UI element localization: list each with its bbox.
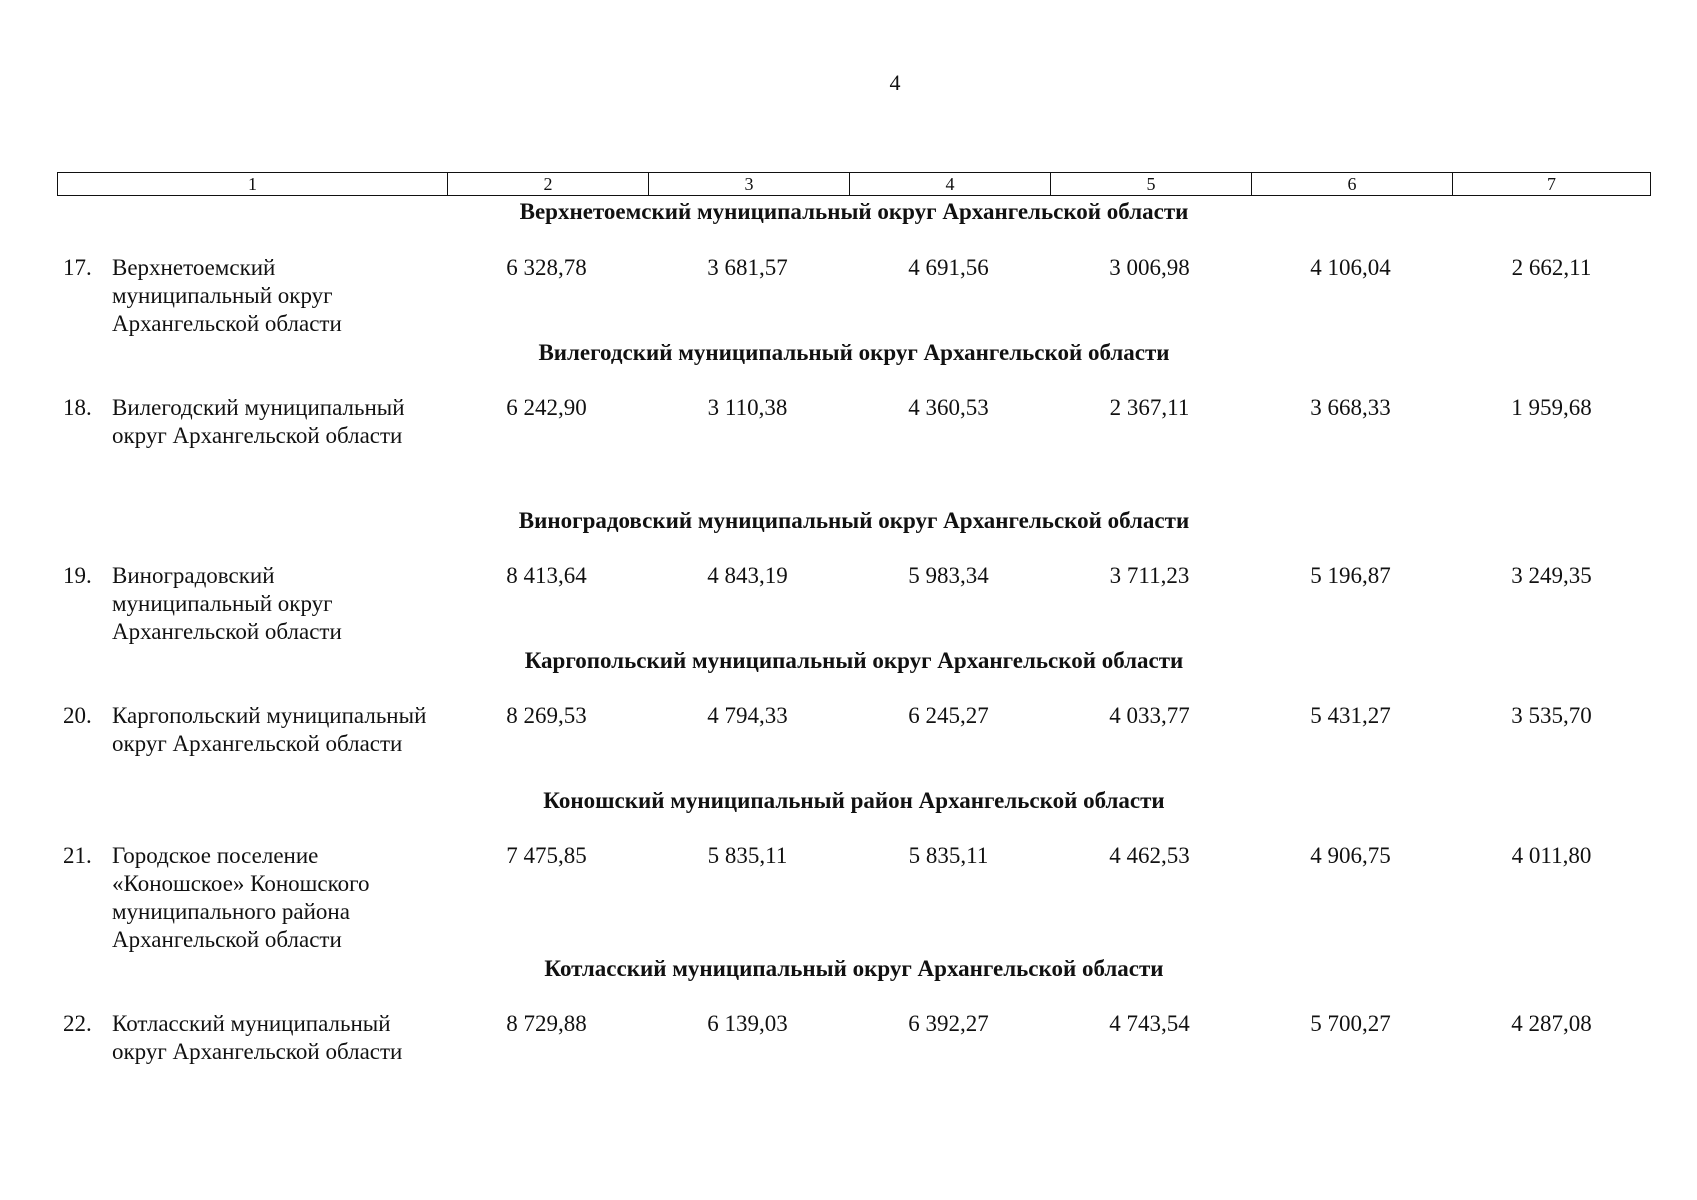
row-value-col3: 4 794,33 xyxy=(707,703,788,728)
group-heading: Каргопольский муниципальный округ Архангельской области xyxy=(524,648,1184,673)
column-number-4: 4 xyxy=(849,173,1050,195)
row-value-col2: 8 269,53 xyxy=(506,703,587,728)
column-number-3: 3 xyxy=(648,173,849,195)
group-heading: Коношский муниципальный район Архангельской области xyxy=(543,788,1165,813)
row-value-col3: 4 843,19 xyxy=(707,563,788,588)
row-value-col6: 4 906,75 xyxy=(1310,843,1391,868)
row-number: 21. xyxy=(63,843,92,868)
row-value-col2: 7 475,85 xyxy=(506,843,587,868)
row-value-col7: 3 249,35 xyxy=(1511,563,1592,588)
row-value-col7: 4 011,80 xyxy=(1511,843,1592,868)
row-value-col2: 8 729,88 xyxy=(506,1011,587,1036)
row-value-col7: 3 535,70 xyxy=(1511,703,1592,728)
row-value-col3: 6 139,03 xyxy=(707,1011,788,1036)
row-name: Вилегодский муниципальный округ Архангельской области xyxy=(112,395,405,448)
group-heading: Верхнетоемский муниципальный округ Архангельской области xyxy=(519,199,1189,224)
group-heading: Вилегодский муниципальный округ Архангельской области xyxy=(538,340,1170,365)
row-value-col4: 5 983,34 xyxy=(908,563,989,588)
row-value-col4: 6 392,27 xyxy=(908,1011,989,1036)
row-value-col4: 4 691,56 xyxy=(908,255,989,280)
row-value-col5: 4 743,54 xyxy=(1109,1011,1190,1036)
table-header-row xyxy=(57,172,1651,196)
row-number: 17. xyxy=(63,255,92,280)
row-name: Городское поселение «Коношское» Коношского муниципального района Архангельской области xyxy=(112,843,370,952)
page-number: 4 xyxy=(889,70,901,95)
row-value-col3: 3 681,57 xyxy=(707,255,788,280)
row-value-col5: 4 462,53 xyxy=(1109,843,1190,868)
row-value-col5: 4 033,77 xyxy=(1109,703,1190,728)
row-value-col5: 3 711,23 xyxy=(1109,563,1190,588)
group-heading: Котласский муниципальный округ Архангельской области xyxy=(544,956,1164,981)
row-value-col5: 2 367,11 xyxy=(1109,395,1190,420)
row-value-col6: 5 431,27 xyxy=(1310,703,1391,728)
column-number-6: 6 xyxy=(1251,173,1452,195)
row-number: 18. xyxy=(63,395,92,420)
row-number: 20. xyxy=(63,703,92,728)
row-value-col7: 1 959,68 xyxy=(1511,395,1592,420)
row-value-col4: 4 360,53 xyxy=(908,395,989,420)
row-value-col4: 6 245,27 xyxy=(908,703,989,728)
row-number: 19. xyxy=(63,563,92,588)
row-name: Виноградовский муниципальный округ Архангельской области xyxy=(112,563,342,644)
row-value-col2: 6 328,78 xyxy=(506,255,587,280)
row-value-col5: 3 006,98 xyxy=(1109,255,1190,280)
row-value-col6: 3 668,33 xyxy=(1310,395,1391,420)
column-number-7: 7 xyxy=(1452,173,1650,195)
row-value-col7: 2 662,11 xyxy=(1511,255,1592,280)
column-number-1: 1 xyxy=(248,174,257,194)
column-number-2: 2 xyxy=(447,173,648,195)
row-value-col3: 5 835,11 xyxy=(707,843,788,868)
row-value-col2: 8 413,64 xyxy=(506,563,587,588)
group-heading: Виноградовский муниципальный округ Архангельской области xyxy=(518,508,1190,533)
row-name: Верхнетоемский муниципальный округ Архангельской области xyxy=(112,255,342,336)
row-value-col2: 6 242,90 xyxy=(506,395,587,420)
row-value-col6: 5 196,87 xyxy=(1310,563,1391,588)
row-name: Котласский муниципальный округ Архангельской области xyxy=(112,1011,403,1064)
column-number-5: 5 xyxy=(1050,173,1251,195)
row-value-col3: 3 110,38 xyxy=(707,395,788,420)
row-value-col4: 5 835,11 xyxy=(908,843,989,868)
row-value-col6: 4 106,04 xyxy=(1310,255,1391,280)
row-name: Каргопольский муниципальный округ Архангельской области xyxy=(112,703,427,756)
row-value-col6: 5 700,27 xyxy=(1310,1011,1391,1036)
row-value-col7: 4 287,08 xyxy=(1511,1011,1592,1036)
row-number: 22. xyxy=(63,1011,92,1036)
